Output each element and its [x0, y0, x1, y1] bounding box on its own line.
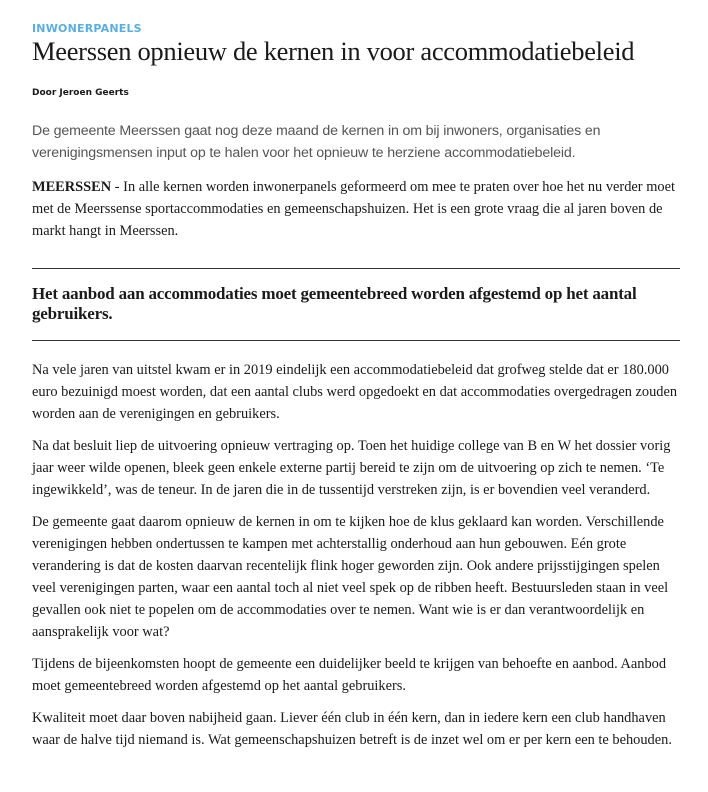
article-kicker[interactable]: INWONERPANELS: [32, 22, 142, 35]
pull-quote: Het aanbod aan accommodaties moet gemeentebreed worden afgestemd op het aantal gebruikers.: [32, 284, 637, 323]
article-intro: De gemeente Meerssen gaat nog deze maand de kernen in om bij inwoners, organisaties en verenigingsmensen input op te halen voor het opnieuw te herziene accommodatiebeleid.: [32, 123, 601, 161]
pull-quote-divider-top: [32, 268, 680, 269]
lead-text: - In alle kernen worden inwonerpanels geformeerd om mee te praten over hoe het nu verder moet met de Meerssense sportaccommodaties en gemeenschapshuizen. Het is een grote vraag die al jaren boven de markt hangt in Meerssen.: [32, 179, 675, 239]
body-paragraph: Tijdens de bijeenkomsten hoopt de gemeente een duidelijker beeld te krijgen van behoefte en aanbod. Aanbod moet gemeentebreed worden afgestemd op het aantal gebruikers.: [32, 656, 667, 694]
article-lead: [32, 176, 682, 242]
body-paragraph: Kwaliteit moet daar boven nabijheid gaan. Liever één club in één kern, dan in iedere kern een club handhaven waar de halve tijd niemand is. Wat gemeenschapshuizen betreft is de inzet wel om er per kern een te behouden.: [32, 710, 672, 748]
body-paragraph: Na vele jaren van uitstel kwam er in 2019 eindelijk een accommodatiebeleid dat grofweg stelde dat er 180.000 euro bezuinigd moest worden, dat een aantal clubs werd opgedoekt en dat accommodaties overgedragen zouden worden aan de verenigingen en gebruikers.: [32, 362, 678, 422]
pull-quote-divider-bottom: [32, 340, 680, 341]
body-paragraph: Na dat besluit liep de uitvoering opnieuw vertraging op. Toen het huidige college van B en W het dossier vorig jaar weer wilde openen, bleek geen enkele externe partij bereid te zijn om de uitvoering op zich te nemen. ‘Te ingewikkeld’, was de teneur. In de jaren die in de tussentijd verstreken zijn, is er bovendien veel veranderd.: [32, 438, 671, 498]
article-title: Meerssen opnieuw de kernen in voor accommodatiebeleid: [32, 36, 635, 66]
body-paragraph: De gemeente gaat daarom opnieuw de kernen in om te kijken hoe de klus geklaard kan worden. Verschillende verenigingen hebben ondertussen te kampen met achterstallig onderhoud aan hun gebouwen. Eén grote verandering is dat de kosten daarvan recentelijk flink hoger geworden zijn. Ook andere prijsstijgingen spelen veel verenigingen parten, waar een aantal toch al niet veel spek op de ribben heeft. Bestuursleden staan in veel gevallen ook niet te popelen om de accommodaties over te nemen. Want wie is er dan verantwoordelijk en aansprakelijk voor wat?: [32, 514, 669, 640]
article-body: [32, 359, 682, 761]
dateline: MEERSSEN: [32, 179, 112, 195]
article-byline: Door Jeroen Geerts: [32, 88, 129, 98]
